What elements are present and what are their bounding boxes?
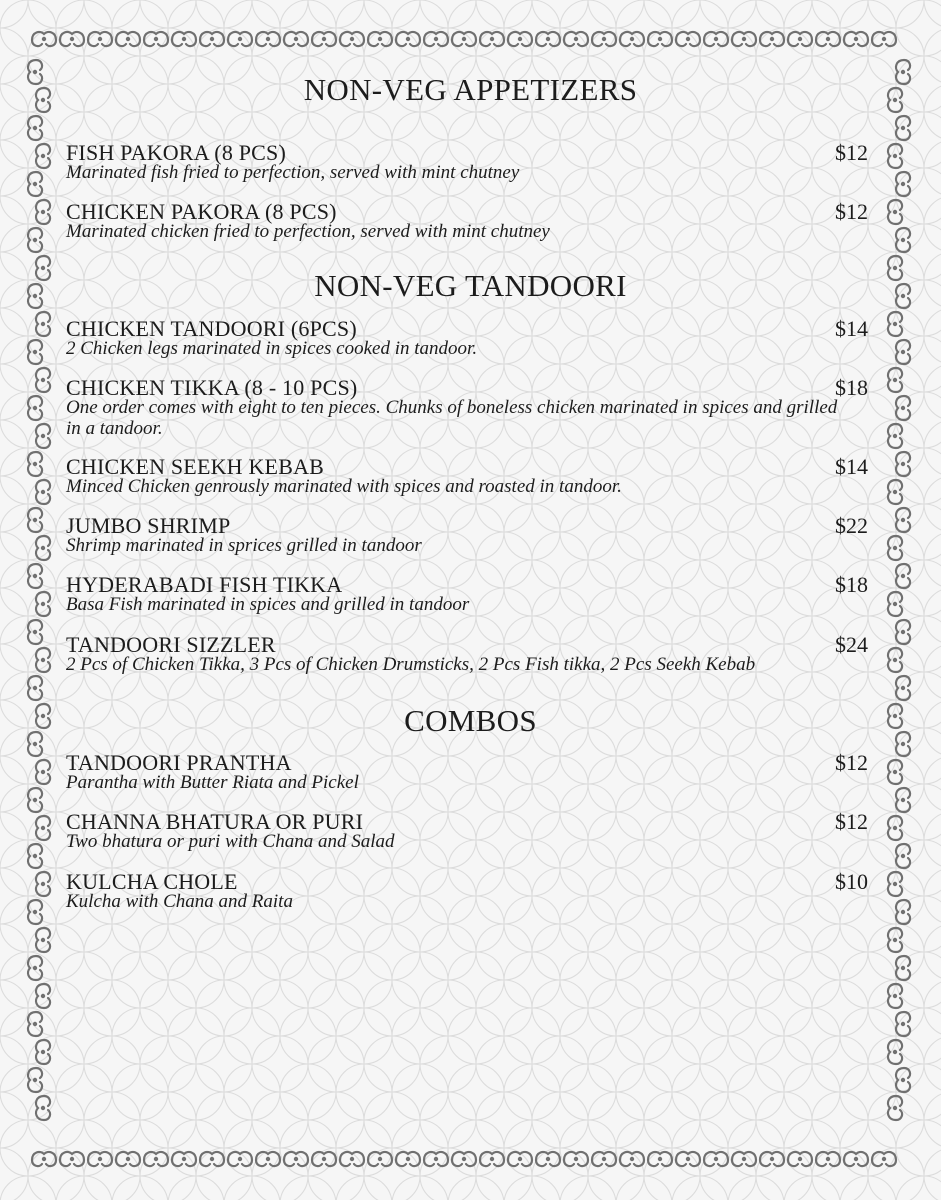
section-title-non-veg-appetizers: NON-VEG APPETIZERS: [303, 72, 638, 107]
menu-item: [66, 317, 868, 359]
menu-item: [66, 751, 868, 793]
item-price: $12: [835, 809, 868, 834]
menu-item: [66, 455, 868, 497]
item-price: $14: [835, 316, 868, 341]
item-price: $22: [835, 513, 868, 538]
item-name: KULCHA CHOLE: [66, 869, 238, 894]
menu-item: [66, 200, 868, 242]
item-name: FISH PAKORA (8 PCS): [66, 140, 287, 165]
item-price: $24: [835, 632, 868, 657]
item-price: $12: [835, 140, 868, 165]
item-price: $12: [835, 750, 868, 775]
item-description: Parantha with Butter Riata and Pickel: [66, 772, 359, 793]
item-description: Kulcha with Chana and Raita: [66, 891, 293, 912]
item-name: CHICKEN PAKORA (8 PCS): [66, 199, 337, 224]
item-name: CHANNA BHATURA OR PURI: [66, 809, 364, 834]
item-name: TANDOORI SIZZLER: [66, 632, 276, 657]
item-description: Basa Fish marinated in spices and grilled in tandoor: [66, 594, 470, 615]
section-title-non-veg-tandoori: NON-VEG TANDOORI: [314, 268, 627, 303]
menu-item: [66, 514, 868, 556]
menu-item: [66, 633, 868, 675]
item-description: Shrimp marinated in sprices grilled in tandoor: [66, 535, 422, 556]
menu-item: [66, 376, 868, 439]
item-name: HYDERABADI FISH TIKKA: [66, 572, 343, 597]
item-name: JUMBO SHRIMP: [66, 513, 231, 538]
menu-item: [66, 870, 868, 912]
item-name: CHICKEN TIKKA (8 - 10 PCS): [66, 375, 358, 400]
menu-item: [66, 810, 868, 852]
item-price: $18: [835, 572, 868, 597]
item-price: $10: [835, 869, 868, 894]
menu-item: [66, 573, 868, 615]
item-price: $12: [835, 199, 868, 224]
item-description: One order comes with eight to ten pieces. Chunks of boneless chicken marinated in spices and grilled in a tandoor.: [66, 397, 838, 439]
item-price: $14: [835, 454, 868, 479]
item-name: CHICKEN TANDOORI (6PCS): [66, 316, 357, 341]
item-description: Minced Chicken genrously marinated with spices and roasted in tandoor.: [66, 476, 622, 497]
item-description: 2 Pcs of Chicken Tikka, 3 Pcs of Chicken Drumsticks, 2 Pcs Fish tikka, 2 Pcs Seekh Kebab: [66, 654, 756, 675]
item-price: $18: [835, 375, 868, 400]
item-description: Two bhatura or puri with Chana and Salad: [66, 831, 395, 852]
section-title-combos: COMBOS: [404, 703, 537, 738]
item-description: 2 Chicken legs marinated in spices cooked in tandoor.: [66, 338, 478, 359]
item-description: Marinated fish fried to perfection, served with mint chutney: [66, 162, 520, 183]
item-name: TANDOORI PRANTHA: [66, 750, 292, 775]
item-description: Marinated chicken fried to perfection, served with mint chutney: [66, 221, 550, 242]
menu-item: [66, 141, 868, 183]
item-name: CHICKEN SEEKH KEBAB: [66, 454, 325, 479]
